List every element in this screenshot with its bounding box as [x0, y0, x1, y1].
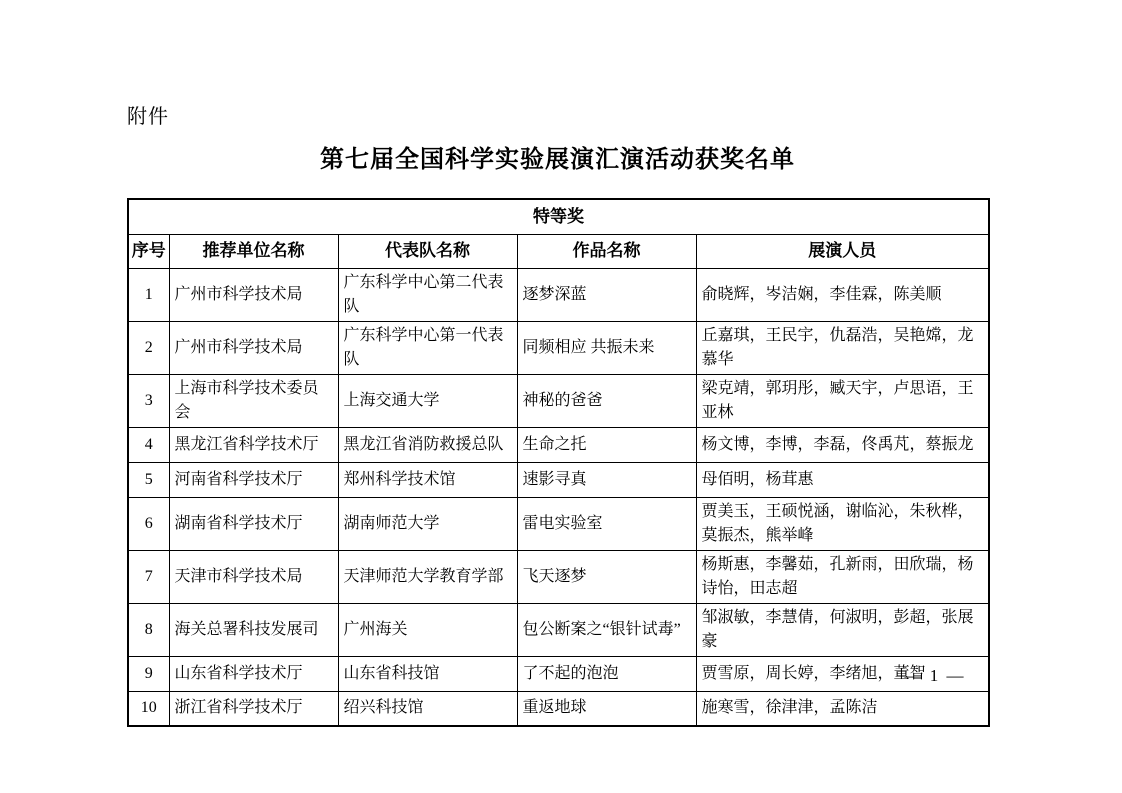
cell-team: 山东省科技馆: [338, 656, 517, 691]
cell-work: 生命之托: [517, 427, 696, 462]
cell-no: 5: [128, 462, 169, 497]
cell-team: 湖南师范大学: [338, 497, 517, 550]
cell-team: 广东科学中心第二代表队: [338, 268, 517, 321]
cell-work: 了不起的泡泡: [517, 656, 696, 691]
cell-no: 6: [128, 497, 169, 550]
page-number: — 1 —: [904, 666, 966, 685]
table-row: [128, 656, 989, 691]
cell-unit: 广州市科学技术局: [169, 321, 338, 374]
cell-no: 1: [128, 268, 169, 321]
cell-work: 神秘的爸爸: [517, 374, 696, 427]
cell-performers: 贾雪原，周长婷，李绪旭，董智: [696, 656, 989, 691]
cell-unit: 广州市科学技术局: [169, 268, 338, 321]
cell-performers: 杨斯惠，李馨茹，孔新雨，田欣瑞，杨诗怡，田志超: [696, 550, 989, 603]
group-header-row: [128, 199, 989, 234]
cell-performers: 梁克靖，郭玥彤，臧天宇，卢思语，王亚林: [696, 374, 989, 427]
award-table-body: [128, 268, 989, 726]
cell-unit: 湖南省科学技术厅: [169, 497, 338, 550]
cell-unit: 天津市科学技术局: [169, 550, 338, 603]
table-row: [128, 497, 989, 550]
cell-performers: 杨文博，李博，李磊，佟禹芃，蔡振龙: [696, 427, 989, 462]
cell-no: 10: [128, 691, 169, 726]
cell-unit: 河南省科学技术厅: [169, 462, 338, 497]
cell-work: 逐梦深蓝: [517, 268, 696, 321]
cell-work: 雷电实验室: [517, 497, 696, 550]
col-header-unit: 推荐单位名称: [169, 234, 338, 268]
page-title: 第七届全国科学实验展演汇演活动获奖名单: [320, 147, 795, 173]
cell-no: 3: [128, 374, 169, 427]
cell-team: 黑龙江省消防救援总队: [338, 427, 517, 462]
col-header-performers: 展演人员: [696, 234, 989, 268]
cell-unit: 浙江省科学技术厅: [169, 691, 338, 726]
cell-unit: 上海市科学技术委员会: [169, 374, 338, 427]
col-header-no: 序号: [128, 234, 169, 268]
cell-no: 4: [128, 427, 169, 462]
table-row: [128, 691, 989, 726]
table-row: [128, 550, 989, 603]
table-row: [128, 268, 989, 321]
cell-unit: 海关总署科技发展司: [169, 603, 338, 656]
cell-performers: 丘嘉琪，王民宇，仇磊浩，吴艳嫦，龙慕华: [696, 321, 989, 374]
cell-unit: 山东省科学技术厅: [169, 656, 338, 691]
cell-team: 广东科学中心第一代表队: [338, 321, 517, 374]
table-row: [128, 374, 989, 427]
cell-no: 8: [128, 603, 169, 656]
cell-work: 同频相应 共振未来: [517, 321, 696, 374]
col-header-work: 作品名称: [517, 234, 696, 268]
table-row: [128, 427, 989, 462]
cell-performers: 邹淑敏，李慧倩，何淑明，彭超，张展豪: [696, 603, 989, 656]
cell-work: 重返地球: [517, 691, 696, 726]
cell-performers: 俞晓辉，岑洁娴，李佳霖，陈美顺: [696, 268, 989, 321]
cell-team: 上海交通大学: [338, 374, 517, 427]
cell-performers: 母佰明，杨茸惠: [696, 462, 989, 497]
group-header: 特等奖: [128, 199, 989, 234]
table-row: [128, 321, 989, 374]
cell-no: 7: [128, 550, 169, 603]
cell-work: 速影寻真: [517, 462, 696, 497]
col-header-team: 代表队名称: [338, 234, 517, 268]
cell-work: 包公断案之“银针试毒”: [517, 603, 696, 656]
attachment-label: 附件: [127, 106, 169, 128]
column-header-row: [128, 234, 989, 268]
cell-team: 广州海关: [338, 603, 517, 656]
cell-no: 2: [128, 321, 169, 374]
cell-no: 9: [128, 656, 169, 691]
cell-team: 天津师范大学教育学部: [338, 550, 517, 603]
cell-unit: 黑龙江省科学技术厅: [169, 427, 338, 462]
table-row: [128, 462, 989, 497]
cell-team: 绍兴科技馆: [338, 691, 517, 726]
cell-team: 郑州科学技术馆: [338, 462, 517, 497]
cell-work: 飞天逐梦: [517, 550, 696, 603]
table-row: [128, 603, 989, 656]
cell-performers: 贾美玉，王硕悦涵，谢临沁，朱秋桦，莫振杰，熊举峰: [696, 497, 989, 550]
award-table: [127, 198, 990, 727]
cell-performers: 施寒雪，徐津津，孟陈洁: [696, 691, 989, 726]
